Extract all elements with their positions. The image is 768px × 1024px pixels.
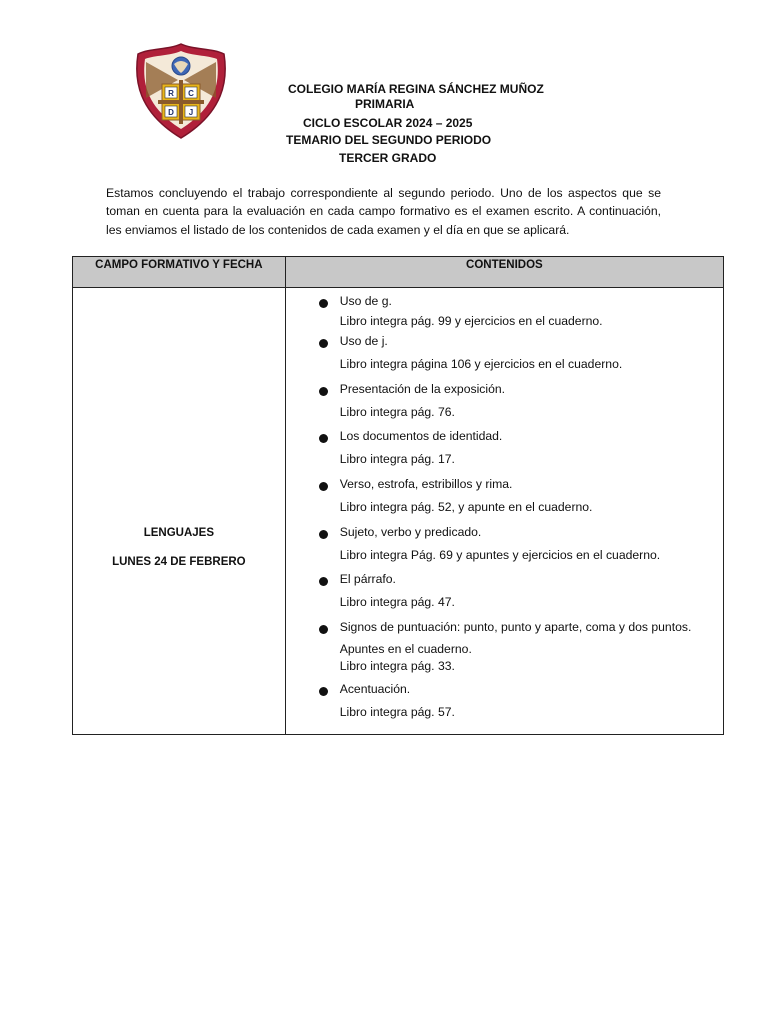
detail-text: Libro integra pág. 99 y ejercicios en el cuaderno. [339,314,603,328]
document-title: TEMARIO DEL SEGUNDO PERIODO [286,133,492,147]
field-cell [73,288,286,735]
detail-text: Libro integra pág. 33. [339,659,455,673]
bullet-icon [319,387,328,396]
detail-text: Libro integra Pág. 69 y apuntes y ejercicios en el cuaderno. [339,548,661,562]
topic-text: Sujeto, verbo y predicado. [339,525,482,539]
topic-text: El párrafo. [339,572,396,586]
school-cycle: CICLO ESCOLAR 2024 – 2025 [303,116,473,130]
topic-text: Uso de j. [339,334,388,348]
school-name: COLEGIO MARÍA REGINA SÁNCHEZ MUÑOZ [288,82,544,96]
bullet-icon [319,434,328,443]
bullet-icon [319,530,328,539]
school-level: PRIMARIA [355,97,415,111]
bullet-icon [319,625,328,634]
intro-paragraph: Estamos concluyendo el trabajo correspondiente al segundo periodo. Uno de los aspectos que se toman en cuenta para la evaluación en cada campo formativo es el examen escrito. A continuación, les enviamos el listado de los contenidos de cada examen y el día en que se aplicará. [106,186,661,237]
contents-cell [285,288,723,735]
crest-letter: D [168,108,174,117]
detail-text: Apuntes en el cuaderno. [339,642,472,656]
bullet-icon [319,577,328,586]
detail-text: Libro integra pág. 76. [339,405,455,419]
detail-text: Libro integra pág. 57. [339,705,455,719]
table-header-row [73,257,724,288]
detail-text: Libro integra pág. 47. [339,595,455,609]
bullet-icon [319,299,328,308]
topic-text: Presentación de la exposición. [339,382,506,396]
topic-text: Acentuación. [339,682,411,696]
detail-text: Libro integra pág. 52, y apunte en el cuaderno. [339,500,593,514]
detail-text: Libro integra página 106 y ejercicios en el cuaderno. [339,357,623,371]
school-crest-logo [132,40,230,142]
topic-text: Uso de g. [339,294,392,308]
table-row [73,288,724,735]
topic-text: Verso, estrofa, estribillos y rima. [339,477,513,491]
bullet-icon [319,687,328,696]
syllabus-table [72,256,724,735]
topic-text: Los documentos de identidad. [339,429,503,443]
exam-date: LUNES 24 DE FEBRERO [112,556,246,568]
crest-letter: C [188,89,194,98]
field-name: LENGUAJES [143,527,214,539]
bullet-icon [319,339,328,348]
crest-letter: R [168,89,174,98]
topic-text: Signos de puntuación: punto, punto y aparte, coma y dos puntos. [339,620,692,634]
header-field-date: CAMPO FORMATIVO Y FECHA [73,257,286,288]
header-contents: CONTENIDOS [285,257,723,288]
crest-letter: J [188,108,194,117]
bullet-icon [319,482,328,491]
grade-label: TERCER GRADO [339,151,437,165]
detail-text: Libro integra pág. 17. [339,452,455,466]
